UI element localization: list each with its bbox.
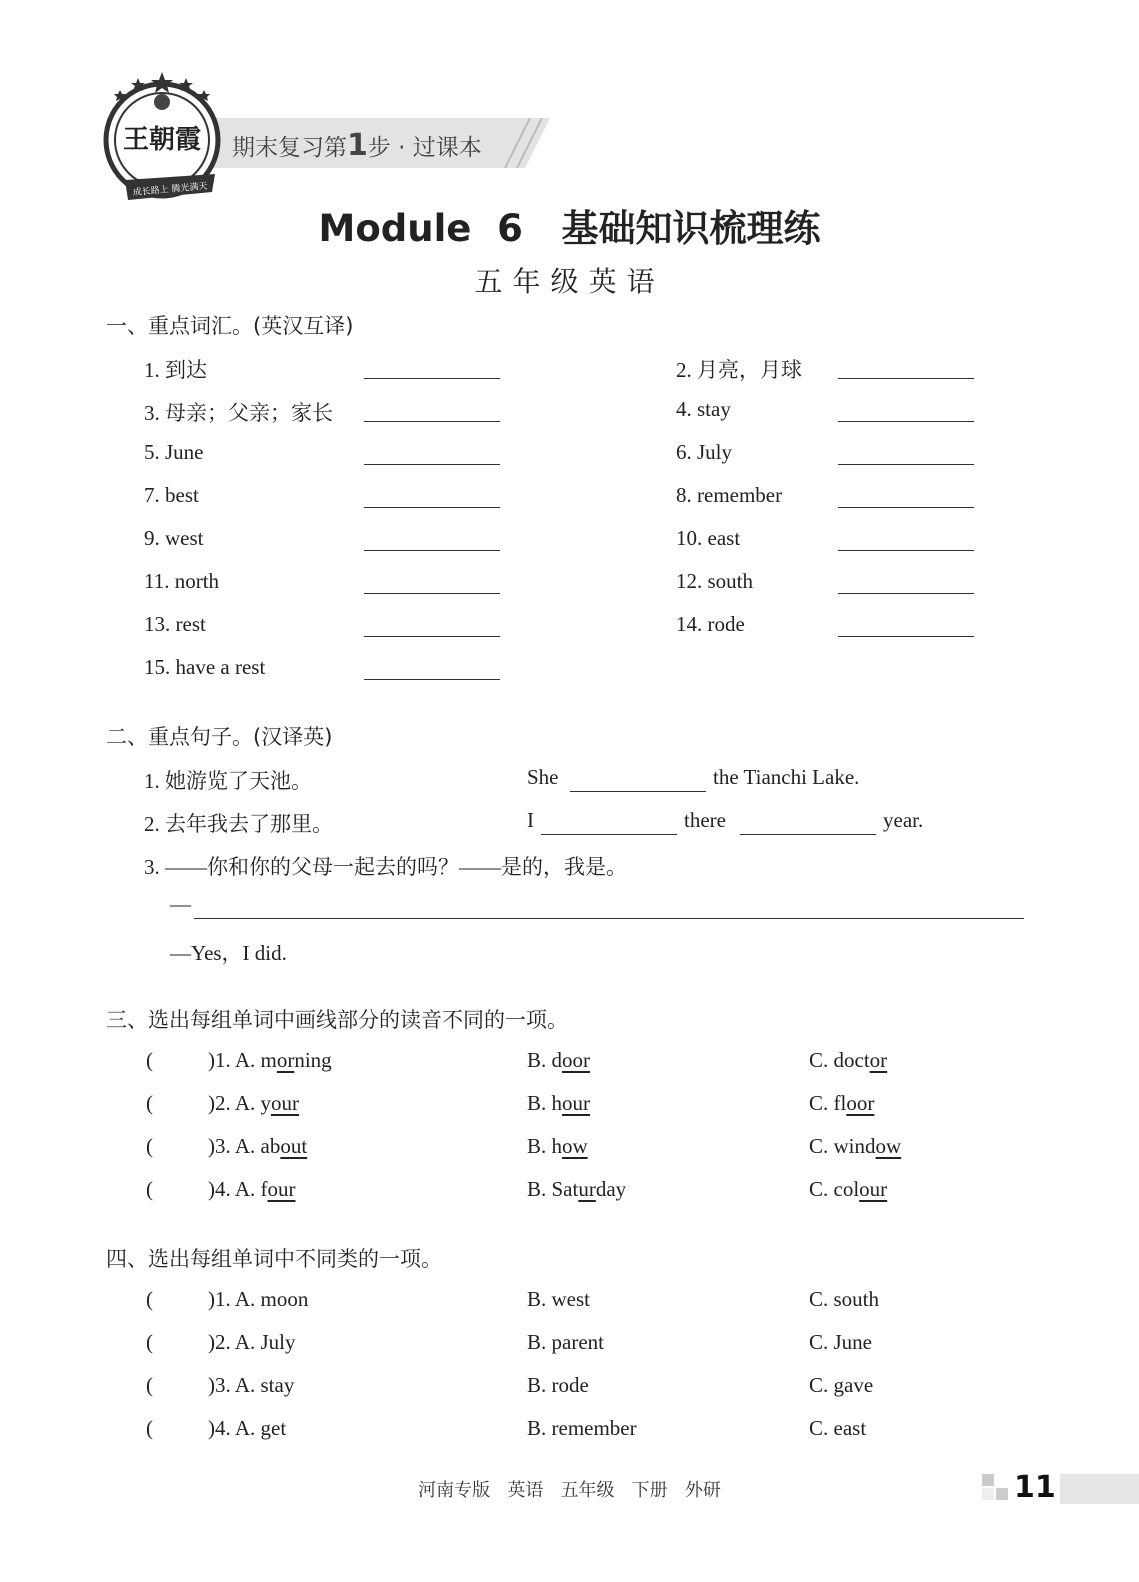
brand-logo	[100, 68, 225, 203]
answer-paren[interactable]: (	[146, 1373, 153, 1397]
underlined-part: our	[562, 1091, 591, 1115]
category-row-1: )1. A. moon	[208, 1287, 309, 1311]
answer-paren[interactable]: (	[146, 1177, 153, 1201]
vocab-item: 13. rest	[144, 612, 206, 636]
vocab-item: 10. east	[676, 526, 741, 550]
underlined-part: out	[280, 1134, 308, 1158]
underlined-part: or	[869, 1048, 888, 1072]
choice-row-3	[208, 1134, 307, 1159]
vocab-item: 11. north	[144, 569, 220, 593]
choice-row-2	[208, 1091, 299, 1116]
option-c	[809, 1091, 874, 1116]
logo-tagline: 成长路上 腾光满天	[132, 181, 208, 199]
choice-row-1	[208, 1048, 332, 1073]
option-b	[527, 1091, 590, 1116]
underlined-part: our	[267, 1177, 296, 1201]
question-number: )3. A.	[208, 1134, 256, 1158]
answer-paren[interactable]: (	[146, 1091, 153, 1115]
vocab-blank[interactable]	[838, 593, 974, 594]
word-part: f	[260, 1177, 268, 1201]
page-title: Module 6 基础知识梳理练	[318, 207, 821, 250]
section1-heading: 一、重点词汇。(英汉互译)	[106, 314, 354, 338]
vocab-blank[interactable]	[364, 464, 500, 465]
category-row-3: )3. A. stay	[208, 1373, 295, 1397]
vocab-blank[interactable]	[364, 636, 500, 637]
category-row-2: )2. A. July	[208, 1330, 296, 1354]
vocab-blank[interactable]	[364, 550, 500, 551]
dialog-dash: —	[170, 892, 191, 916]
logo-name: 王朝霞	[122, 125, 202, 155]
vocab-blank[interactable]	[364, 679, 500, 680]
underlined-part: oor	[562, 1048, 591, 1072]
vocab-item: 3. 母亲；父亲；家长	[144, 401, 333, 425]
option-b	[527, 1177, 626, 1202]
vocab-item: 5. June	[144, 440, 204, 464]
underlined-part: or	[276, 1048, 295, 1072]
option-c	[809, 1048, 887, 1073]
sentence-en-2-mid: there	[684, 808, 726, 832]
underlined-part: our	[859, 1177, 888, 1201]
option-c: C. June	[809, 1330, 872, 1354]
vocab-blank[interactable]	[364, 421, 500, 422]
vocab-blank[interactable]	[838, 421, 974, 422]
banner-title	[232, 128, 482, 163]
vocab-item: 7. best	[144, 483, 199, 507]
vocab-item: 2. 月亮，月球	[676, 358, 802, 382]
sentence-cn-3: 3. ——你和你的父母一起去的吗？——是的，我是。	[144, 855, 627, 879]
vocab-item: 12. south	[676, 569, 754, 593]
question-number: )2. A.	[208, 1091, 256, 1115]
word-part: C. col	[809, 1177, 860, 1201]
page-corner-squares	[982, 1474, 1010, 1502]
option-b	[527, 1048, 590, 1073]
vocab-item: 6. July	[676, 440, 733, 464]
vocab-blank[interactable]	[838, 507, 974, 508]
underlined-part: ow	[562, 1134, 588, 1158]
question-number: )1. A.	[208, 1048, 256, 1072]
vocab-item: 14. rode	[676, 612, 745, 636]
answer-paren[interactable]: (	[146, 1330, 153, 1354]
word-part: day	[595, 1177, 627, 1201]
vocab-item: 8. remember	[676, 483, 783, 507]
word-part: ning	[294, 1048, 332, 1072]
option-b: B. parent	[527, 1330, 604, 1354]
option-b: B. remember	[527, 1416, 637, 1440]
long-answer-blank[interactable]	[194, 918, 1024, 919]
option-b	[527, 1134, 588, 1159]
section2-heading: 二、重点句子。(汉译英)	[106, 725, 333, 749]
sentence-blank[interactable]	[541, 834, 677, 835]
question-number: )4. A.	[208, 1177, 256, 1201]
page-subtitle: 五年级英语	[474, 265, 665, 298]
sentence-en-2-end: year.	[883, 808, 924, 832]
vocab-blank[interactable]	[364, 593, 500, 594]
option-b: B. west	[527, 1287, 590, 1311]
vocab-blank[interactable]	[838, 464, 974, 465]
page-number: 11	[1014, 1470, 1056, 1505]
answer-paren[interactable]: (	[146, 1134, 153, 1158]
option-c: C. east	[809, 1416, 867, 1440]
word-part: B. h	[527, 1091, 563, 1115]
option-c: C. gave	[809, 1373, 874, 1397]
underlined-part: ur	[578, 1177, 596, 1201]
option-c	[809, 1177, 887, 1202]
vocab-blank[interactable]	[838, 636, 974, 637]
vocab-item: 1. 到达	[144, 358, 207, 382]
word-part: B. h	[527, 1134, 563, 1158]
answer-paren[interactable]: (	[146, 1048, 153, 1072]
sentence-blank[interactable]	[740, 834, 876, 835]
sentence-blank[interactable]	[570, 791, 706, 792]
vocab-blank[interactable]	[364, 507, 500, 508]
section3-heading: 三、选出每组单词中画线部分的读音不同的一项。	[106, 1008, 568, 1032]
answer-paren[interactable]: (	[146, 1287, 153, 1311]
dialog-answer: —Yes，I did.	[170, 941, 287, 965]
word-part: B. d	[527, 1048, 563, 1072]
word-part: y	[260, 1091, 271, 1115]
banner-text-post: 步 · 过课本	[367, 135, 482, 161]
underlined-part: oor	[846, 1091, 875, 1115]
option-c: C. south	[809, 1287, 880, 1311]
sentence-en-2-start: I	[527, 808, 534, 832]
banner-step-number: 1	[347, 128, 368, 163]
vocab-item: 4. stay	[676, 397, 731, 421]
banner-text-pre: 期末复习第	[232, 135, 347, 161]
vocab-blank[interactable]	[838, 550, 974, 551]
answer-paren[interactable]: (	[146, 1416, 153, 1440]
category-row-4: )4. A. get	[208, 1416, 287, 1440]
sentence-en-1-end: the Tianchi Lake.	[713, 765, 860, 789]
word-part: ab	[260, 1134, 281, 1158]
word-part: C. wind	[809, 1134, 876, 1158]
vocab-blank[interactable]	[838, 378, 974, 379]
sentence-en-1-start: She	[527, 765, 559, 789]
section4-heading: 四、选出每组单词中不同类的一项。	[106, 1247, 442, 1271]
sentence-cn-2: 2. 去年我去了那里。	[144, 812, 333, 836]
vocab-blank[interactable]	[364, 378, 500, 379]
option-c	[809, 1134, 901, 1159]
underlined-part: our	[271, 1091, 299, 1115]
word-part: C. fl	[809, 1091, 847, 1115]
word-part: B. Sat	[527, 1177, 579, 1201]
option-b: B. rode	[527, 1373, 589, 1397]
page-footer: 河南专版 英语 五年级 下册 外研	[418, 1480, 721, 1501]
choice-row-4	[208, 1177, 296, 1202]
page-number-bar	[1060, 1474, 1139, 1504]
vocab-item: 15. have a rest	[144, 655, 266, 679]
sentence-cn-1: 1. 她游览了天池。	[144, 769, 312, 793]
underlined-part: ow	[875, 1134, 902, 1158]
vocab-item: 9. west	[144, 526, 204, 550]
word-part: C. doct	[809, 1048, 870, 1072]
word-part: m	[260, 1048, 277, 1072]
